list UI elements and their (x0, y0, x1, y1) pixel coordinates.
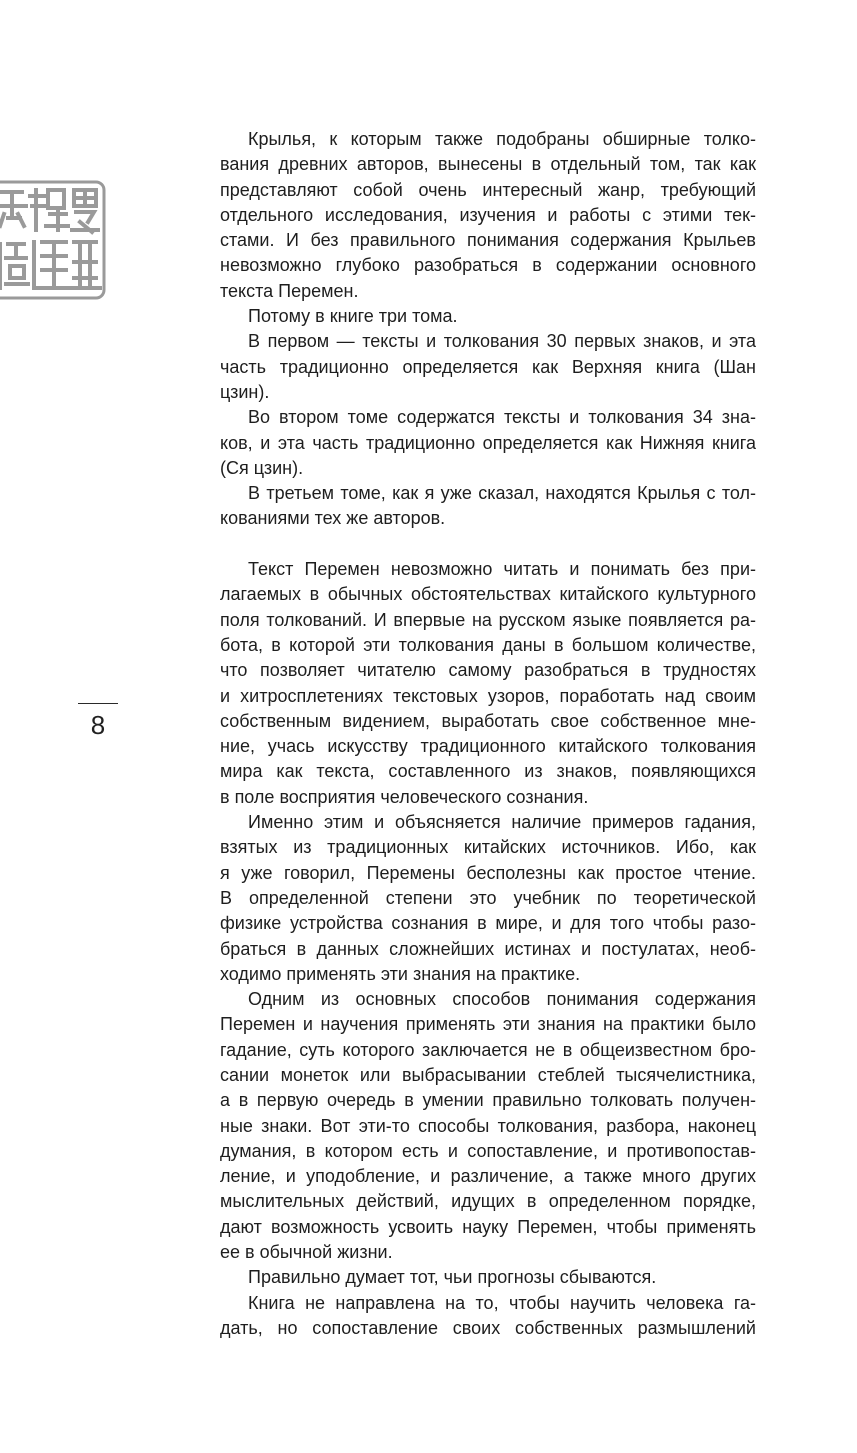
text-line: мыслительных действий, идущих в определенном порядке, (220, 1191, 756, 1212)
text-line: сании монеток или выбрасывании стеблей тысячелистника, (220, 1064, 756, 1085)
text-line: вания древних авторов, вынесены в отдельный том, так как (220, 154, 756, 175)
text-line: физике устройства сознания в мире, и для того чтобы разо- (220, 913, 756, 934)
text-line: и хитросплетениях текстовых узоров, поработать над своим (220, 685, 756, 706)
text-line: ходимо применять эти знания на практике. (220, 963, 581, 984)
text-line: ние, учась искусству традиционного китайского толкования (220, 736, 756, 757)
text-line: а в первую очередь в умении правильно толковать получен- (220, 1090, 756, 1111)
text-line: цзин). (220, 381, 270, 402)
text-line: Крылья, к которым также подобраны обширные толко- (248, 129, 756, 149)
text-line: В определенной степени это учебник по теоретической (220, 887, 756, 908)
text-line: взятых из традиционных китайских источников. Ибо, как (220, 837, 756, 858)
text-line: В первом — тексты и толкования 30 первых знаков, и эта (248, 331, 756, 352)
page-number: 8 (90, 710, 106, 740)
page-number-rule (78, 703, 118, 704)
text-line: Потому в книге три тома. (248, 306, 458, 327)
text-line: текста Перемен. (220, 280, 359, 301)
text-line: думания, в котором есть и сопоставление, и противопостав- (220, 1140, 756, 1161)
text-line: ные знаки. Вот эти-то способы толкования, разбора, наконец (220, 1115, 756, 1136)
text-line: я уже говорил, Перемены бесполезны как простое чтение. (220, 862, 756, 883)
text-line: поля толкований. И впервые на русском языке появляется ра- (220, 609, 756, 630)
text-line: Именно этим и объясняется наличие примеров гадания, (248, 812, 756, 833)
text-line: Текст Перемен невозможно читать и понимать без при- (248, 559, 756, 580)
text-line: Правильно думает тот, чьи прогнозы сбываются. (248, 1267, 657, 1288)
text-line: мира как текста, составленного из знаков, появляющихся (220, 761, 756, 782)
text-line: ее в обычной жизни. (220, 1242, 393, 1263)
body-text (220, 127, 756, 1341)
text-line: собственным видением, выработать свое собственное мне- (220, 710, 756, 731)
text-line: часть традиционно определяется как Верхняя книга (Шан (220, 356, 756, 377)
text-line: что позволяет читателю самому разобраться в трудностях (220, 660, 756, 681)
text-line: дают возможность усвоить науку Перемен, чтобы применять (220, 1216, 756, 1237)
text-line: ков, и эта часть традиционно определяется как Нижняя книга (220, 432, 756, 453)
text-line: бота, в которой эти толкования даны в большом количестве, (220, 634, 756, 655)
text-line: стами. И без правильного понимания содержания Крыльев (220, 230, 756, 251)
text-line: Во втором томе содержатся тексты и толкования 34 зна- (248, 407, 756, 428)
text-line: отдельного исследования, изучения и работы с этими тек- (220, 204, 756, 225)
text-line: дать, но сопоставление своих собственных размышлений (220, 1317, 756, 1338)
text-line: Одним из основных способов понимания содержания (248, 989, 756, 1010)
text-line: В третьем томе, как я уже сказал, находятся Крылья с тол- (248, 483, 756, 504)
chinese-seal-icon (0, 178, 108, 302)
text-line: Книга не направлена на то, чтобы научить человека га- (248, 1292, 756, 1313)
text-line: невозможно глубоко разобраться в содержании основного (220, 255, 756, 276)
text-line: браться в данных сложнейших истинах и постулатах, необ- (220, 938, 756, 959)
text-line: кованиями тех же авторов. (220, 508, 446, 529)
paragraph-gap (220, 532, 756, 557)
text-line: ление, и уподобление, и различение, а также много других (220, 1166, 756, 1187)
text-line: (Ся цзин). (220, 457, 304, 478)
text-line: представляют собой очень интересный жанр, требующий (220, 179, 756, 200)
text-line: гадание, суть которого заключается не в общеизвестном бро- (220, 1039, 756, 1060)
text-line: Перемен и научения применять эти знания на практики было (220, 1014, 756, 1035)
text-line: лагаемых в обычных обстоятельствах китайского культурного (220, 584, 756, 605)
text-line: в поле восприятия человеческого сознания. (220, 786, 589, 807)
